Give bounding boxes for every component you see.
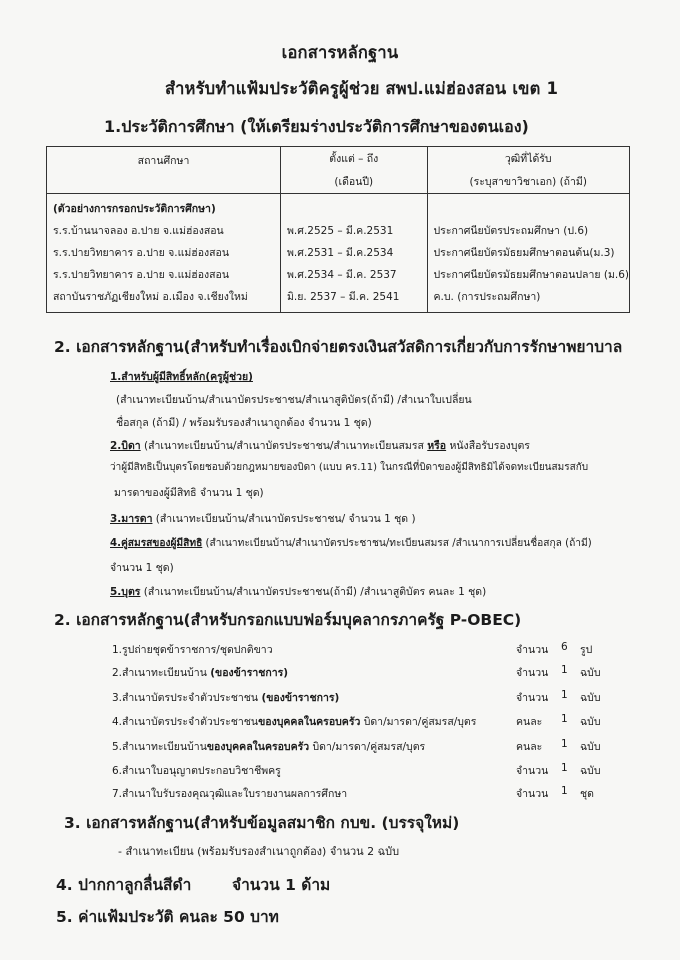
list-item: 2.สำเนาทะเบียนบ้าน (ของข้าราชการ) จำนวน 1 ฉบับ — [112, 664, 601, 679]
example-label: (ตัวอย่างการกรอกประวัติการศึกษา) — [53, 203, 216, 215]
table-cell-period: พ.ศ.2525 – มี.ค.2531 — [287, 225, 394, 237]
section2a-item2 — [110, 437, 530, 454]
table-cell-school: ร.ร.ปายวิทยาคาร อ.ปาย จ.แม่ฮ่องสอน — [53, 247, 230, 259]
table-cell-period: พ.ศ.2531 – มี.ค.2534 — [287, 247, 394, 259]
section1-heading: 1.ประวัติการศึกษา (ให้เตรียมร่างประวัติการศึกษาของตนเอง) — [104, 117, 529, 136]
section2a-item2-text2: หนังสือรับรองบุตร — [446, 440, 530, 452]
section2a-item5-title: 5.บุตร — [110, 586, 141, 598]
section2a-item3 — [110, 510, 416, 527]
period-column — [281, 194, 428, 313]
table-header-period: ตั้งแต่ – ถึง (เดือนปี) — [281, 147, 428, 194]
table-cell-period: พ.ศ.2534 – มี.ค. 2537 — [287, 269, 397, 281]
section4-qty: จำนวน 1 ด้าม — [232, 876, 331, 894]
list-item: 4.สำเนาบัตรประจำตัวประชาชนของบุคคลในครอบครัว บิดา/มารดา/คู่สมรส/บุตร คนละ 1 ฉบับ — [112, 713, 601, 728]
section2a-item1-title: 1.สำหรับผู้มีสิทธิ์หลัก(ครูผู้ช่วย) — [110, 371, 253, 383]
list-item: 3.สำเนาบัตรประจำตัวประชาชน (ของข้าราชการ) จำนวน 1 ฉบับ — [112, 689, 601, 704]
section3-item: - สำเนาทะเบียน (พร้อมรับรองสำเนาถูกต้อง) จำนวน 2 ฉบับ — [118, 845, 400, 858]
section2b-heading: 2. เอกสารหลักฐาน(สำหรับกรอกแบบฟอร์มบุคลากรภาครัฐ P-OBEC) — [54, 611, 522, 629]
section4-text: 4. ปากกาลูกลื่นสีดำ — [56, 876, 192, 894]
list-item: 5.สำเนาทะเบียนบ้านของบุคคลในครอบครัว บิดา/มารดา/คู่สมรส/บุตร คนละ 1 ฉบับ — [112, 738, 601, 753]
section2a-item4 — [110, 535, 592, 551]
section2a-item2-line3: มารดาของผู้มีสิทธิ จำนวน 1 ชุด) — [114, 487, 264, 499]
table-cell-school: สถาบันราชภัฏเชียงใหม่ อ.เมือง จ.เชียงใหม่ — [53, 291, 248, 303]
table-header-degree: วุฒิที่ได้รับ (ระบุสาขาวิชาเอก) (ถ้ามี) — [427, 147, 629, 194]
table-cell-degree: ประกาศนียบัตรประถมศึกษา (ป.6) — [433, 225, 589, 237]
document-subtitle: สำหรับทำแฟ้มประวัติครูผู้ช่วย สพป.แม่ฮ่องสอน เขต 1 — [165, 79, 559, 98]
section2a-item2-text: (สำเนาทะเบียนบ้าน/สำเนาบัตรประชาชน/สำเนาทะเบียนสมรส — [140, 440, 428, 452]
section2a-item5 — [110, 583, 486, 600]
section2a-item3-title: 3.มารดา — [110, 513, 153, 525]
table-cell-school: ร.ร.บ้านนาจลอง อ.ปาย จ.แม่ฮ่องสอน — [53, 225, 224, 237]
list-item: 6.สำเนาใบอนุญาตประกอบวิชาชีพครู จำนวน 1 ฉบับ — [112, 762, 601, 777]
section2a-item4-text: (สำเนาทะเบียนบ้าน/สำเนาบัตรประชาชน/ทะเบียนสมรส /สำเนาการเปลี่ยนชื่อสกุล (ถ้ามี) — [202, 538, 592, 549]
table-body-row — [47, 194, 630, 313]
table-header-row — [47, 147, 630, 194]
table-cell-degree: ประกาศนียบัตรมัธยมศึกษาตอนต้น(ม.3) — [433, 247, 615, 259]
education-history-table — [46, 146, 630, 313]
section2a-item4-title: 4.คู่สมรสของผู้มีสิทธิ — [110, 538, 203, 549]
section2a-item4-line2: จำนวน 1 ชุด) — [110, 562, 174, 574]
section2a-item2-title: 2.บิดา — [110, 440, 141, 452]
table-cell-degree: ประกาศนียบัตรมัธยมศึกษาตอนปลาย (ม.6) — [433, 269, 629, 281]
list-item: 7.สำเนาใบรับรองคุณวุฒิและใบรายงานผลการศึกษา จำนวน 1 ชุด — [112, 785, 594, 800]
section2a-item1-line1: (สำเนาทะเบียนบ้าน/สำเนาบัตรประชาชน/สำเนาสูติบัตร(ถ้ามี) /สำเนาใบเปลี่ยน — [116, 394, 472, 406]
table-header-school: สถานศึกษา — [47, 147, 281, 194]
school-column — [47, 194, 281, 313]
section2a-item1-line2: ชื่อสกุล (ถ้ามี) / พร้อมรับรองสำเนาถูกต้อง จำนวน 1 ชุด) — [116, 417, 372, 429]
degree-column — [427, 194, 629, 313]
document-title: เอกสารหลักฐาน — [281, 43, 399, 62]
table-cell-degree: ค.บ. (การประถมศึกษา) — [433, 291, 541, 303]
section2a-item3-text: (สำเนาทะเบียนบ้าน/สำเนาบัตรประชาชน/ จำนวน 1 ชุด ) — [152, 513, 416, 525]
table-cell-period: มิ.ย. 2537 – มี.ค. 2541 — [287, 291, 400, 303]
section3-heading: 3. เอกสารหลักฐาน(สำหรับข้อมูลสมาชิก กบข. (บรรจุใหม่) — [64, 814, 460, 832]
section2a-item2-or: หรือ — [427, 440, 447, 452]
section2a-item2-line2: ว่าผู้มีสิทธิเป็นบุตรโดยชอบด้วยกฎหมายของบิดา (แบบ คร.11) ในกรณีที่บิดาของผู้มีสิทธิมิได้จดทะเบียนสมรสกับ — [110, 462, 589, 473]
section2a-heading: 2. เอกสารหลักฐาน(สำหรับทำเรื่องเบิกจ่ายตรงเงินสวัสดิการเกี่ยวกับการรักษาพยาบาล — [54, 338, 623, 356]
table-cell-school: ร.ร.ปายวิทยาคาร อ.ปาย จ.แม่ฮ่องสอน — [53, 269, 230, 281]
section2a-item5-text: (สำเนาทะเบียนบ้าน/สำเนาบัตรประชาชน(ถ้ามี) /สำเนาสูติบัตร คนละ 1 ชุด) — [140, 586, 487, 598]
list-item: 1.รูปถ่ายชุดข้าราชการ/ชุดปกติขาว จำนวน 6 รูป — [112, 641, 593, 656]
section5-text: 5. ค่าแฟ้มประวัติ คนละ 50 บาท — [56, 908, 279, 926]
